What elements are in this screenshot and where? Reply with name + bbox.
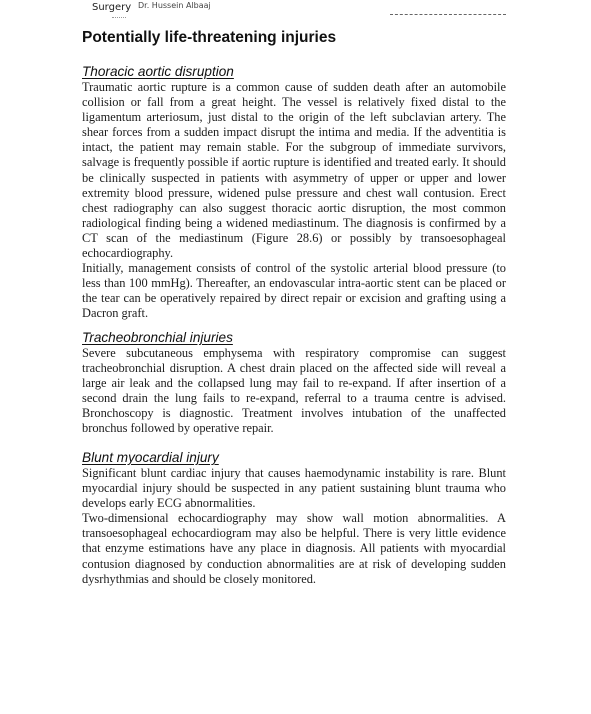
- paragraph: Severe subcutaneous emphysema with respiratory compromise can suggest tracheobronchial disruption. A chest drain placed on the affected side will reveal a large air leak and the collapsed lung may fail to re-expand. If after insertion of a second drain the lung fails to re-expand, referral to a trauma centre is advised. Bronchoscopy is diagnostic. Treatment involves intubation of the unaffected bronchus followed by operative repair.: [82, 346, 506, 436]
- paragraph: Traumatic aortic rupture is a common cause of sudden death after an automobile collision or fall from a great height. The vessel is relatively fixed distal to the ligamentum arteriosum, just distal to the origin of the left subclavian artery. The shear forces from a sudden impact disrupt the intima and media. If the adventitia is intact, the patient may remain stable. For the subgroup of immediate survivors, salvage is frequently possible if aortic rupture is identified and treated early. It should be clinically suspected in patients with asymmetry of upper or upper and lower extremity blood pressure, widened pulse pressure and chest wall contusion. Erect chest radiography can also suggest thoracic aortic disruption, the most common radiological finding being a widened mediastinum. The diagnosis is confirmed by a CT scan of the mediastinum (Figure 28.6) or possibly by transoesophageal echocardiography.: [82, 80, 506, 261]
- section-heading: Thoracic aortic disruption: [82, 64, 234, 79]
- section-blunt-myocardial-injury: [82, 450, 506, 587]
- header-author: Dr. Hussein Albaaj: [138, 1, 211, 10]
- header-subject: Surgery: [92, 2, 132, 13]
- header-mark: [112, 17, 126, 18]
- paragraph: Initially, management consists of control of the systolic arterial blood pressure (to less than 100 mmHg). Thereafter, an endovascular intra-aortic stent can be placed or the tear can be operatively repaired by direct repair or excision and grafting using a Dacron graft.: [82, 261, 506, 321]
- section-thoracic-aortic-disruption: [82, 64, 506, 322]
- paragraph: Significant blunt cardiac injury that causes haemodynamic instability is rare. Blunt myocardial injury should be suspected in any patient sustaining blunt trauma who develops early ECG abnormalities.: [82, 466, 506, 511]
- page-title: Potentially life-threatening injuries: [82, 29, 337, 46]
- section-heading: Tracheobronchial injuries: [82, 330, 233, 345]
- header-rule: [390, 14, 506, 15]
- section-tracheobronchial-injuries: [82, 330, 506, 437]
- section-heading: Blunt myocardial injury: [82, 450, 219, 465]
- paragraph: Two-dimensional echocardiography may show wall motion abnormalities. A transoesophageal echocardiogram may also be helpful. There is very little evidence that enzyme estimations have any place in diagnosis. All patients with myocardial contusion diagnosed by conduction abnormalities are at risk of developing sudden dysrhythmias and should be closely monitored.: [82, 511, 506, 586]
- page-header: [0, 0, 591, 20]
